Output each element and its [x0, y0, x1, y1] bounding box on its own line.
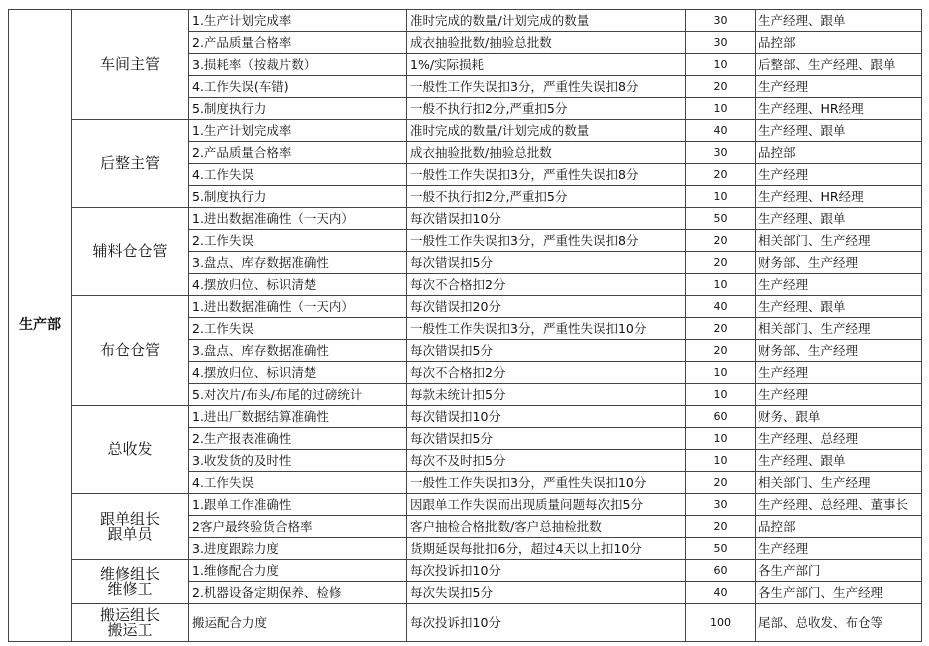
- owner-cell: 尾部、总收发、布仓等: [756, 604, 922, 642]
- score-cell: 30: [686, 32, 756, 54]
- indicator-cell: 4.工作失误(车错): [189, 76, 407, 98]
- owner-cell: 生产经理、总经理: [756, 428, 922, 450]
- indicator-cell: 4.工作失误: [189, 472, 407, 494]
- owner-cell: 生产经理: [756, 76, 922, 98]
- method-cell: 成衣抽验批数/抽验总批数: [407, 142, 686, 164]
- owner-cell: 品控部: [756, 142, 922, 164]
- table-row: [9, 406, 922, 428]
- method-cell: 客户抽检合格批数/客户总抽检批数: [407, 516, 686, 538]
- owner-cell: 各生产部门、生产经理: [756, 582, 922, 604]
- indicator-cell: 2.生产报表准确性: [189, 428, 407, 450]
- owner-cell: 生产经理、HR经理: [756, 186, 922, 208]
- score-cell: 20: [686, 76, 756, 98]
- score-cell: 50: [686, 208, 756, 230]
- role-cell: 后整主管: [72, 120, 189, 208]
- score-cell: 60: [686, 560, 756, 582]
- score-cell: 30: [686, 494, 756, 516]
- method-cell: 每次不合格扣2分: [407, 362, 686, 384]
- score-cell: 20: [686, 340, 756, 362]
- indicator-cell: 3.进度跟踪力度: [189, 538, 407, 560]
- indicator-cell: 2.机器设备定期保养、检修: [189, 582, 407, 604]
- indicator-cell: 5.制度执行力: [189, 98, 407, 120]
- method-cell: 一般不执行扣2分,严重扣5分: [407, 98, 686, 120]
- method-cell: 每次投诉扣10分: [407, 604, 686, 642]
- indicator-cell: 3.收发货的及时性: [189, 450, 407, 472]
- indicator-cell: 2.产品质量合格率: [189, 142, 407, 164]
- method-cell: 每次错误扣20分: [407, 296, 686, 318]
- indicator-cell: 3.损耗率（按裁片数）: [189, 54, 407, 76]
- role-cell: 维修组长 维修工: [72, 560, 189, 604]
- indicator-cell: 1.维修配合力度: [189, 560, 407, 582]
- score-cell: 10: [686, 186, 756, 208]
- score-cell: 40: [686, 120, 756, 142]
- indicator-cell: 4.工作失误: [189, 164, 407, 186]
- score-cell: 10: [686, 384, 756, 406]
- method-cell: 一般性工作失误扣3分，严重性失误扣10分: [407, 318, 686, 340]
- owner-cell: 后整部、生产经理、跟单: [756, 54, 922, 76]
- owner-cell: 生产经理、总经理、董事长: [756, 494, 922, 516]
- indicator-cell: 1.进出数据准确性（一天内）: [189, 296, 407, 318]
- method-cell: 1%/实际损耗: [407, 54, 686, 76]
- owner-cell: 品控部: [756, 32, 922, 54]
- table-row: [9, 208, 922, 230]
- indicator-cell: 5.制度执行力: [189, 186, 407, 208]
- indicator-cell: 5.对次片/布头/布尾的过磅统计: [189, 384, 407, 406]
- score-cell: 10: [686, 362, 756, 384]
- method-cell: 货期延误每批扣6分，超过4天以上扣10分: [407, 538, 686, 560]
- table-row: [9, 10, 922, 32]
- indicator-cell: 1.生产计划完成率: [189, 120, 407, 142]
- score-cell: 50: [686, 538, 756, 560]
- owner-cell: 品控部: [756, 516, 922, 538]
- kpi-table-body: [9, 10, 922, 642]
- method-cell: 成衣抽验批数/抽验总批数: [407, 32, 686, 54]
- score-cell: 40: [686, 296, 756, 318]
- method-cell: 每次不合格扣2分: [407, 274, 686, 296]
- method-cell: 一般性工作失误扣3分，严重性失误扣8分: [407, 76, 686, 98]
- score-cell: 10: [686, 98, 756, 120]
- method-cell: 每次错误扣5分: [407, 428, 686, 450]
- owner-cell: 生产经理: [756, 164, 922, 186]
- score-cell: 10: [686, 428, 756, 450]
- owner-cell: 相关部门、生产经理: [756, 318, 922, 340]
- indicator-cell: 1.生产计划完成率: [189, 10, 407, 32]
- owner-cell: 生产经理、HR经理: [756, 98, 922, 120]
- indicator-cell: 4.摆放归位、标识清楚: [189, 362, 407, 384]
- table-row: [9, 494, 922, 516]
- score-cell: 10: [686, 54, 756, 76]
- table-row: [9, 560, 922, 582]
- indicator-cell: 1.跟单工作准确性: [189, 494, 407, 516]
- indicator-cell: 2.工作失误: [189, 230, 407, 252]
- role-cell: 跟单组长 跟单员: [72, 494, 189, 560]
- indicator-cell: 3.盘点、库存数据准确性: [189, 252, 407, 274]
- method-cell: 一般性工作失误扣3分，严重性失误扣8分: [407, 164, 686, 186]
- role-cell: 车间主管: [72, 10, 189, 120]
- score-cell: 40: [686, 582, 756, 604]
- method-cell: 一般性工作失误扣3分，严重性失误扣8分: [407, 230, 686, 252]
- method-cell: 每次错误扣10分: [407, 406, 686, 428]
- indicator-cell: 3.盘点、库存数据准确性: [189, 340, 407, 362]
- kpi-sheet: [8, 9, 922, 642]
- score-cell: 60: [686, 406, 756, 428]
- method-cell: 因跟单工作失误而出现质量问题每次扣5分: [407, 494, 686, 516]
- score-cell: 20: [686, 318, 756, 340]
- owner-cell: 生产经理: [756, 362, 922, 384]
- score-cell: 20: [686, 516, 756, 538]
- score-cell: 20: [686, 252, 756, 274]
- owner-cell: 生产经理、跟单: [756, 10, 922, 32]
- score-cell: 10: [686, 450, 756, 472]
- role-cell: 总收发: [72, 406, 189, 494]
- score-cell: 20: [686, 472, 756, 494]
- owner-cell: 相关部门、生产经理: [756, 472, 922, 494]
- owner-cell: 财务部、生产经理: [756, 340, 922, 362]
- owner-cell: 相关部门、生产经理: [756, 230, 922, 252]
- method-cell: 每次投诉扣10分: [407, 560, 686, 582]
- method-cell: 一般性工作失误扣3分，严重性失误扣10分: [407, 472, 686, 494]
- score-cell: 20: [686, 230, 756, 252]
- method-cell: 准时完成的数量/计划完成的数量: [407, 120, 686, 142]
- method-cell: 每次失误扣5分: [407, 582, 686, 604]
- method-cell: 准时完成的数量/计划完成的数量: [407, 10, 686, 32]
- table-row: [9, 296, 922, 318]
- indicator-cell: 1.进出数据准确性（一天内）: [189, 208, 407, 230]
- indicator-cell: 2.产品质量合格率: [189, 32, 407, 54]
- method-cell: 每次不及时扣5分: [407, 450, 686, 472]
- score-cell: 10: [686, 274, 756, 296]
- score-cell: 100: [686, 604, 756, 642]
- score-cell: 30: [686, 142, 756, 164]
- owner-cell: 生产经理: [756, 274, 922, 296]
- method-cell: 一般不执行扣2分,严重扣5分: [407, 186, 686, 208]
- method-cell: 每次错误扣5分: [407, 340, 686, 362]
- table-row: [9, 604, 922, 642]
- owner-cell: 财务、跟单: [756, 406, 922, 428]
- owner-cell: 各生产部门: [756, 560, 922, 582]
- owner-cell: 生产经理、跟单: [756, 208, 922, 230]
- owner-cell: 生产经理、跟单: [756, 120, 922, 142]
- indicator-cell: 2客户最终验货合格率: [189, 516, 407, 538]
- owner-cell: 生产经理、跟单: [756, 296, 922, 318]
- role-cell: 搬运组长 搬运工: [72, 604, 189, 642]
- role-cell: 辅料仓仓管: [72, 208, 189, 296]
- indicator-cell: 4.摆放归位、标识清楚: [189, 274, 407, 296]
- indicator-cell: 1.进出厂数据结算准确性: [189, 406, 407, 428]
- owner-cell: 财务部、生产经理: [756, 252, 922, 274]
- indicator-cell: 2.工作失误: [189, 318, 407, 340]
- owner-cell: 生产经理、跟单: [756, 450, 922, 472]
- score-cell: 30: [686, 10, 756, 32]
- department-cell: 生产部: [9, 10, 72, 642]
- indicator-cell: 搬运配合力度: [189, 604, 407, 642]
- kpi-table: [8, 9, 922, 642]
- table-row: [9, 120, 922, 142]
- method-cell: 每次错误扣5分: [407, 252, 686, 274]
- method-cell: 每款未统计扣5分: [407, 384, 686, 406]
- method-cell: 每次错误扣10分: [407, 208, 686, 230]
- owner-cell: 生产经理: [756, 538, 922, 560]
- owner-cell: 生产经理: [756, 384, 922, 406]
- score-cell: 20: [686, 164, 756, 186]
- role-cell: 布仓仓管: [72, 296, 189, 406]
